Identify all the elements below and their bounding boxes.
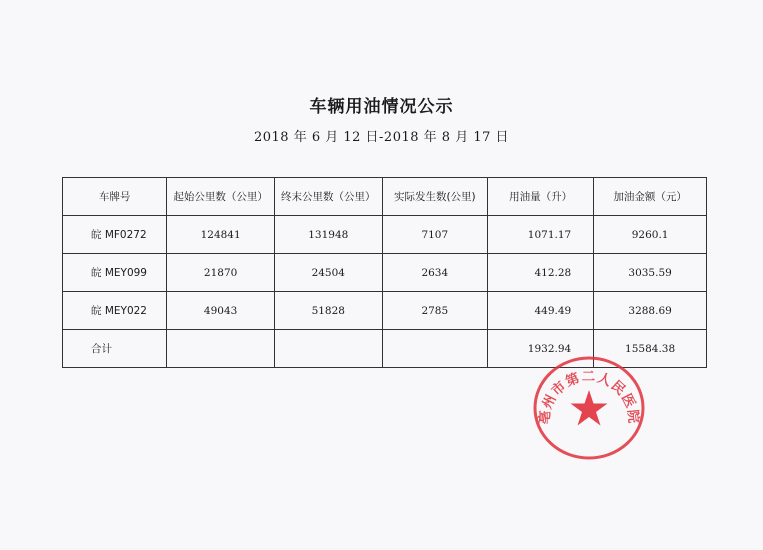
- header-plate: 车牌号: [63, 178, 167, 216]
- header-fuel-cost: 加油金额（元）: [594, 178, 707, 216]
- cell-start-km: 124841: [167, 216, 275, 254]
- date-range: 2018 年 6 月 12 日-2018 年 8 月 17 日: [253, 130, 509, 145]
- seal-text: 亳州市第二人民医院: [536, 369, 642, 425]
- cell-plate: 皖 MF0272: [63, 216, 167, 254]
- cell-fuel-volume: 412.28: [488, 254, 594, 292]
- table-row: [63, 254, 707, 292]
- table-row: [63, 292, 707, 330]
- cell-start-km: 21870: [167, 254, 275, 292]
- cell-empty: [382, 330, 487, 368]
- cell-end-km: 131948: [274, 216, 382, 254]
- header-end-km: 终末公里数（公里）: [274, 178, 382, 216]
- cell-fuel-cost: 3035.59: [594, 254, 707, 292]
- cell-empty: [274, 330, 382, 368]
- cell-actual-km: 2634: [382, 254, 487, 292]
- seal-star: [571, 390, 608, 426]
- cell-fuel-volume: 449.49: [488, 292, 594, 330]
- table-header-row: [63, 178, 707, 216]
- fuel-usage-table: [62, 177, 707, 368]
- table-row: [63, 216, 707, 254]
- cell-actual-km: 7107: [382, 216, 487, 254]
- cell-start-km: 49043: [167, 292, 275, 330]
- header-fuel-volume: 用油量（升）: [488, 178, 594, 216]
- cell-end-km: 24504: [274, 254, 382, 292]
- cell-total-fuel-cost: 15584.38: [594, 330, 707, 368]
- document-title: 车辆用油情况公示: [309, 97, 454, 117]
- cell-total-label: 合计: [63, 330, 167, 368]
- cell-plate: 皖 MEY022: [63, 292, 167, 330]
- cell-actual-km: 2785: [382, 292, 487, 330]
- cell-fuel-cost: 3288.69: [594, 292, 707, 330]
- cell-end-km: 51828: [274, 292, 382, 330]
- cell-total-fuel-volume: 1932.94: [488, 330, 594, 368]
- cell-plate: 皖 MEY099: [63, 254, 167, 292]
- header-actual-km: 实际发生数(公里): [382, 178, 487, 216]
- header-start-km: 起始公里数（公里）: [167, 178, 275, 216]
- cell-fuel-cost: 9260.1: [594, 216, 707, 254]
- cell-fuel-volume: 1071.17: [488, 216, 594, 254]
- official-seal: [528, 352, 650, 462]
- cell-empty: [167, 330, 275, 368]
